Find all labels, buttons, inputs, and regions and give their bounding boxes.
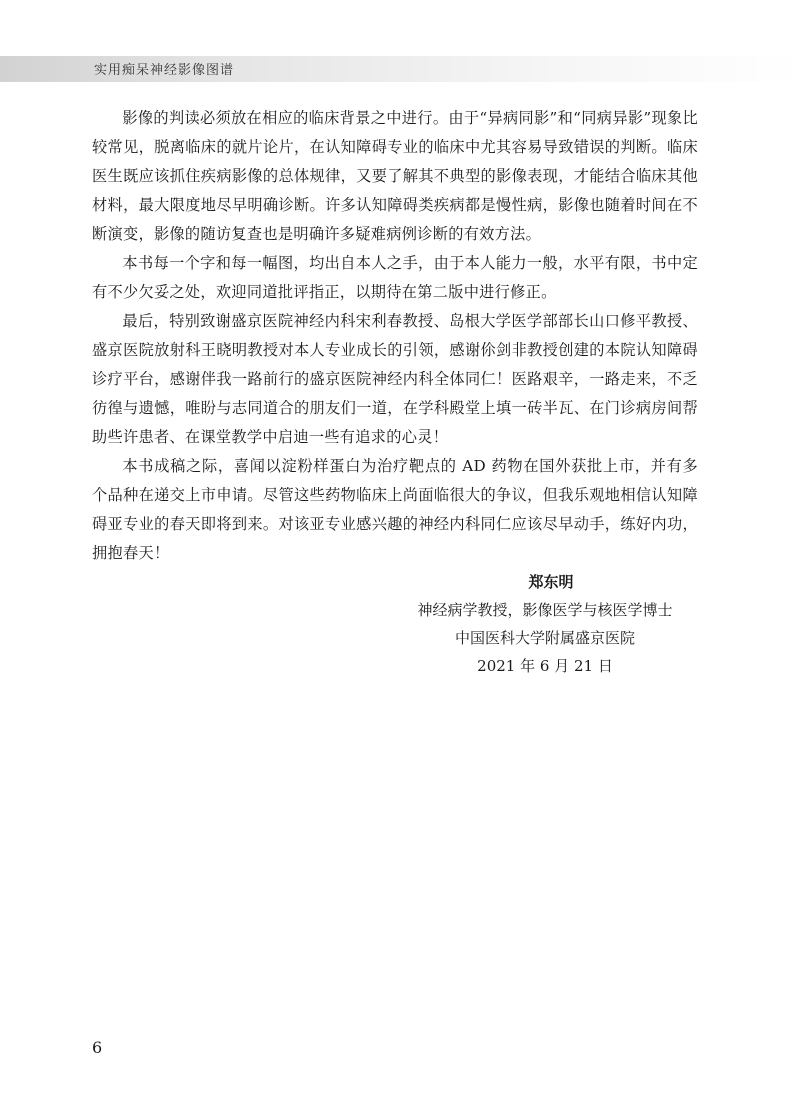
paragraph: 本书每一个字和每一幅图，均出自本人之手，由于本人能力一般，水平有限，书中定有不少欠妥之处，欢迎同道批评指正，以期待在第二版中进行修正。 bbox=[92, 254, 698, 301]
author-title: 神经病学教授，影像医学与核医学博士 bbox=[417, 601, 673, 619]
paragraph: 最后，特别致谢盛京医院神经内科宋利春教授、岛根大学医学部部长山口修平教授、盛京医院放射科王晓明教授对本人专业成长的引领，感谢伱剑非教授创建的本院认知障碍诊疗平台，感谢伴我一路前行的盛京医院神经内科全体同仁！医路艰辛，一路走来，不乏彷徨与遗憾，唯盼与志同道合的朋友们一道，在学科殿堂上填一砖半瓦、在门诊病房间帮助些许患者、在课堂教学中启迪一些有追求的心灵！ bbox=[92, 312, 698, 446]
paragraph: 本书成稿之际，喜闻以淀粉样蛋白为治疗靶点的 AD 药物在国外获批上市，并有多个品种在递交上市申请。尽管这些药物临床上尚面临很大的争议，但我乐观地相信认知障碍亚专业的春天即将到来。对该亚专业感兴趣的神经内科同仁应该尽早动手，练好内功，拥抱春天！ bbox=[92, 457, 698, 562]
book-title: 实用痴呆神经影像图谱 bbox=[94, 63, 235, 78]
signature-block bbox=[380, 568, 710, 680]
signature-date: 2021 年 6 月 21 日 bbox=[477, 657, 613, 675]
author-affiliation: 中国医科大学附属盛京医院 bbox=[454, 629, 635, 647]
body-text bbox=[92, 104, 698, 568]
page-number: 6 bbox=[92, 1038, 103, 1057]
author-name: 郑东明 bbox=[528, 573, 574, 591]
paragraph: 影像的判读必须放在相应的临床背景之中进行。由于“异病同影”和“同病异影”现象比较常见，脱离临床的就片论片，在认知障碍专业的临床中尤其容易导致错误的判断。临床医生既应该抓住疾病影像的总体规律，又要了解其不典型的影像表现，才能结合临床其他材料，最大限度地尽早明确诊断。许多认知障碍类疾病都是慢性病，影像也随着时间在不断演变，影像的随访复查也是明确许多疑难病例诊断的有效方法。 bbox=[92, 109, 698, 243]
running-header bbox=[0, 56, 800, 82]
